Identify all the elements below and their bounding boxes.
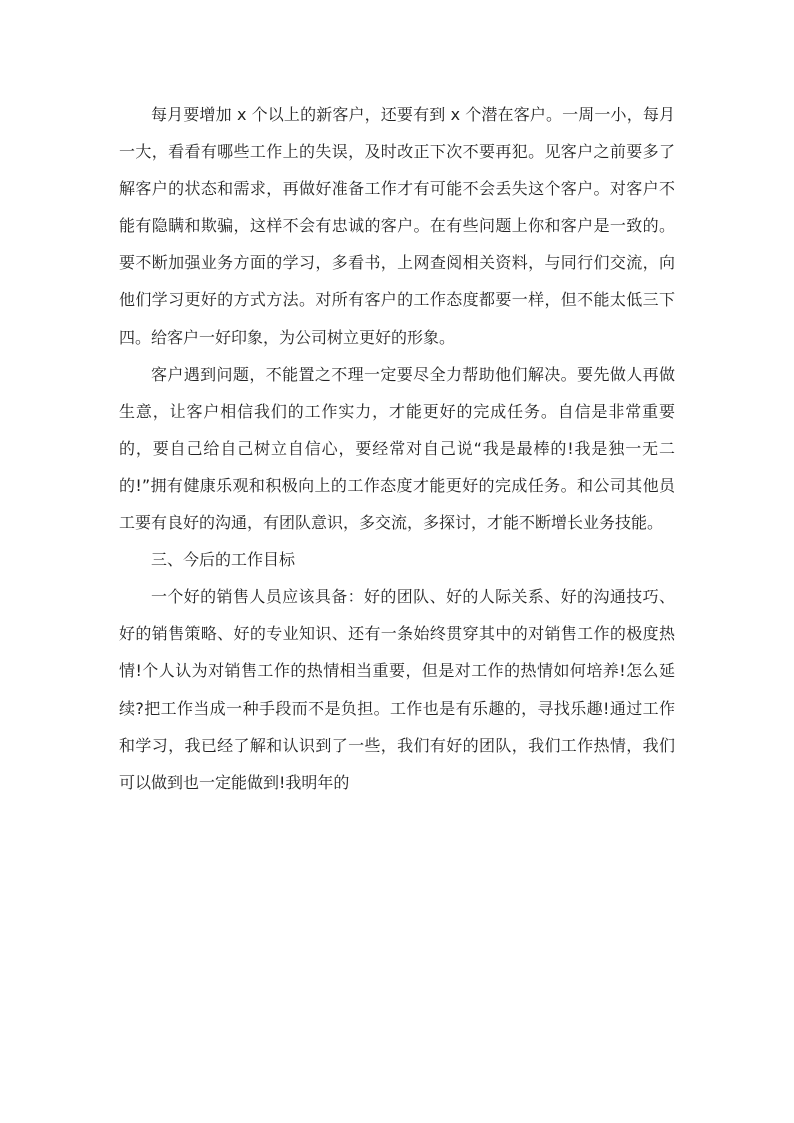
paragraph-customer-problems: 客户遇到问题，不能置之不理一定要尽全力帮助他们解决。要先做人再做生意，让客户相信我们的工作实力，才能更好的完成任务。自信是非常重要的，要自己给自己树立自信心，要经常对自己说“我是最棒的!我是独一无二的!”拥有健康乐观和积极向上的工作态度才能更好的完成任务。和公司其他员工要有良好的沟通，有团队意识，多交流，多探讨，才能不断增长业务技能。 bbox=[119, 364, 675, 533]
document-body bbox=[119, 96, 675, 801]
paragraph-new-customers: 每月要增加 x 个以上的新客户，还要有到 x 个潜在客户。一周一小，每月一大，看看有哪些工作上的失误，及时改正下次不要再犯。见客户之前要多了解客户的状态和需求，再做好准备工作才有可能不会丢失这个客户。对客户不能有隐瞒和欺骗，这样不会有忠诚的客户。在有些问题上你和客户是一致的。要不断加强业务方面的学习，多看书，上网查阅相关资料，与同行们交流，向他们学习更好的方式方法。对所有客户的工作态度都要一样，但不能太低三下四。给客户一好印象，为公司树立更好的形象。 bbox=[119, 105, 675, 347]
paragraph-sales-qualities: 一个好的销售人员应该具备：好的团队、好的人际关系、好的沟通技巧、好的销售策略、好的专业知识、还有一条始终贯穿其中的对销售工作的极度热情!个人认为对销售工作的热情相当重要，但是对工作的热情如何培养!怎么延续?把工作当成一种手段而不是负担。工作也是有乐趣的，寻找乐趣!通过工作和学习，我已经了解和认识到了一些，我们有好的团队，我们工作热情，我们可以做到也一定能做到!我明年的 bbox=[119, 587, 675, 792]
section-heading-future-goals: 三、今后的工作目标 bbox=[151, 550, 296, 570]
